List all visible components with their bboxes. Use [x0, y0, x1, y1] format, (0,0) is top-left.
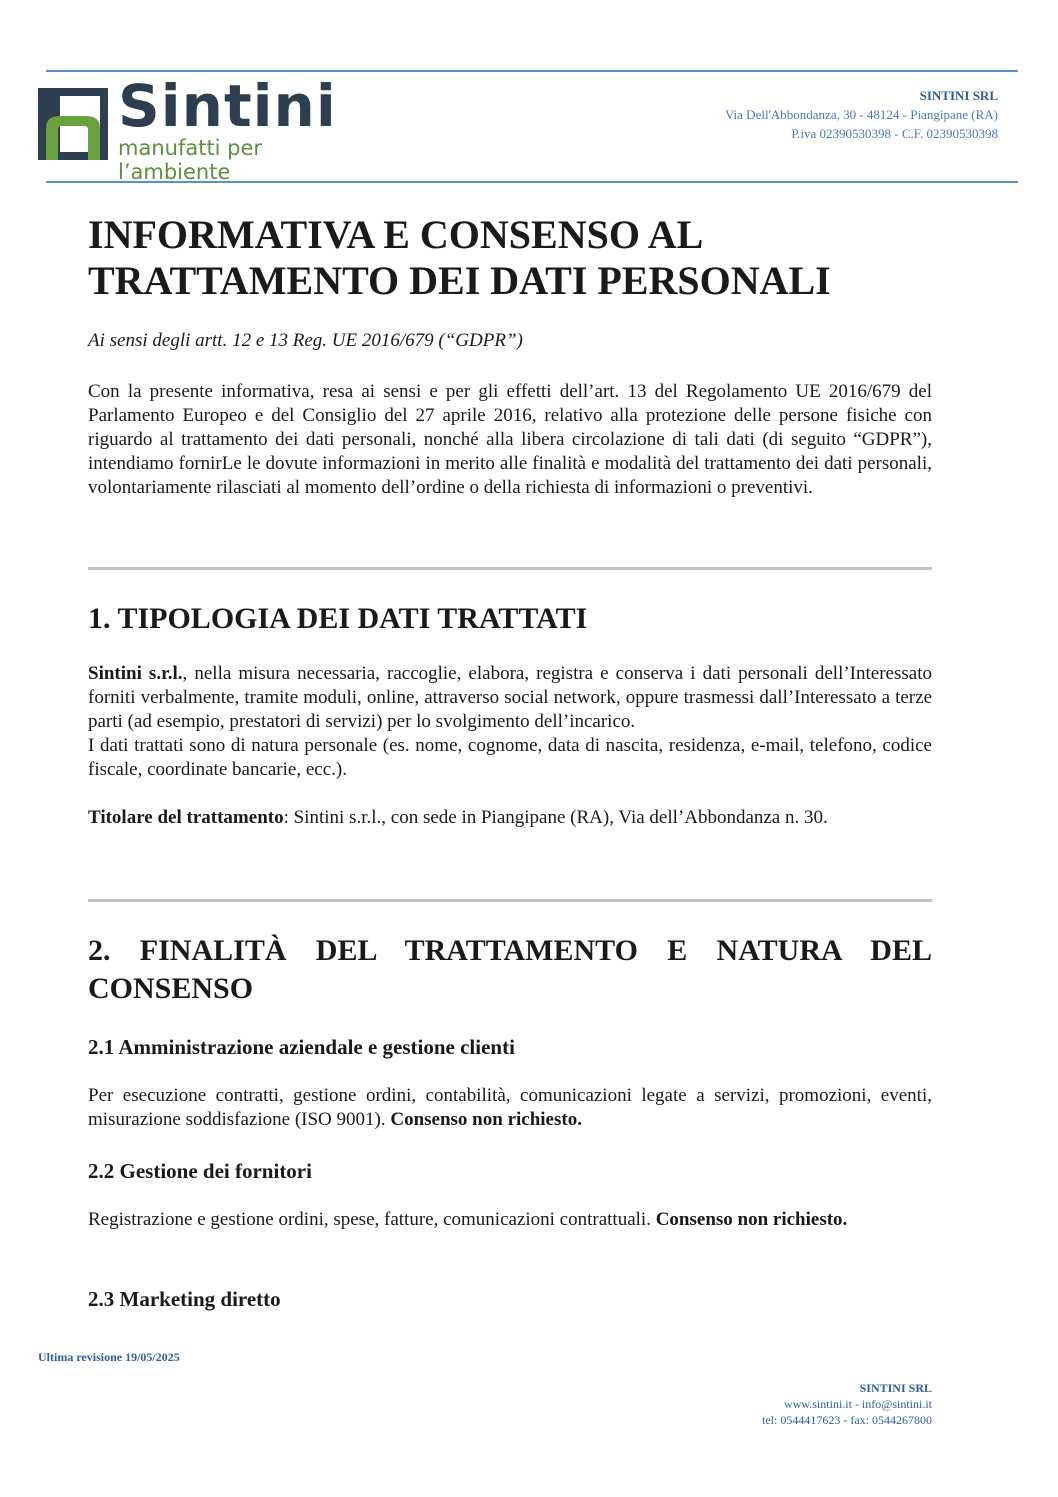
subsection-2-3 — [88, 1286, 932, 1312]
subsection-2-2-text: Registrazione e gestione ordini, spese, fatture, comunicazioni contrattuali. — [88, 1209, 656, 1230]
section-1-heading: 1. TIPOLOGIA DEI DATI TRATTATI — [88, 602, 588, 635]
consent-note: Consenso non richiesto. — [655, 1209, 848, 1230]
footer-info — [762, 1380, 932, 1428]
controller-paragraph — [88, 806, 932, 830]
company-tax-ids: P.iva 02390530398 - C.F. 02390530398 — [791, 126, 998, 141]
data-types-paragraph: I dati trattati sono di natura personale (es. nome, cognome, data di nascita, residenza, e-mail, telefono, codice fiscale, coordinate bancarie, ecc.). — [88, 735, 932, 780]
company-address: Via Dell'Abbondanza, 30 - 48124 - Piangipane (RA) — [724, 107, 998, 122]
logo-mark-icon — [38, 88, 108, 160]
intro-section — [88, 380, 932, 500]
subsection-2-1-text: Per esecuzione contratti, gestione ordini, contabilità, comunicazioni legate a servizi, promozioni, eventi, misurazione soddisfazione (ISO 9001). — [88, 1085, 932, 1130]
company-logo — [38, 72, 378, 184]
company-name: SINTINI SRL — [919, 88, 998, 103]
section-divider — [88, 567, 932, 570]
footer-contacts: www.sintini.it - info@sintini.it — [784, 1397, 932, 1411]
subsection-2-3-heading: 2.3 Marketing diretto — [88, 1287, 281, 1311]
revision-date: Ultima revisione 19/05/2025 — [38, 1350, 180, 1364]
section-1-paragraph — [88, 662, 932, 734]
section-divider — [88, 899, 932, 902]
subsection-2-1-paragraph — [88, 1084, 932, 1132]
company-short-name: Sintini s.r.l. — [88, 663, 183, 684]
section-2 — [88, 932, 932, 1008]
footer-phone: tel: 0544417623 - fax: 0544267800 — [762, 1413, 932, 1427]
section-1-paragraph-text: , nella misura necessaria, raccoglie, elabora, registra e conserva i dati personali dell’Interessato forniti verbalmente, tramite moduli, online, attraverso social network, oppure trasmessi dall’Interessato a terze parti (ad esempio, prestatori di servizi) per lo svolgimento dell’incarico. — [88, 663, 932, 732]
subsection-2-2-paragraph — [88, 1208, 932, 1232]
document-title — [88, 212, 932, 304]
subsection-2-2-heading: 2.2 Gestione dei fornitori — [88, 1159, 312, 1183]
subsection-2-1-heading: 2.1 Amministrazione aziendale e gestione clienti — [88, 1035, 515, 1059]
controller-text: : Sintini s.r.l., con sede in Piangipane (RA), Via dell’Abbondanza n. 30. — [283, 807, 828, 828]
controller-label: Titolare del trattamento — [88, 807, 284, 828]
logo-wordmark: Sintini — [118, 72, 337, 140]
footer-company-name: SINTINI SRL — [859, 1381, 932, 1395]
intro-paragraph: Con la presente informativa, resa ai sensi e per gli effetti dell’art. 13 del Regolamento UE 2016/679 del Parlamento Europeo e del Consiglio del 27 aprile 2016, relativo alla protezione delle persone fisiche con riguardo al trattamento dei dati personali, nonché alla libera circolazione di tali dati (di seguito “GDPR”), intendiamo fornirLe le dovute informazioni in merito alle finalità e modalità del trattamento dei dati personali, volontariamente rilasciati al momento dell’ordine o della richiesta di informazioni o preventivi. — [88, 381, 932, 498]
logo-tagline: manufatti per l’ambiente — [118, 136, 263, 184]
title-line-1: INFORMATIVA E CONSENSO AL — [88, 212, 704, 257]
subsection-2-1 — [88, 1034, 932, 1132]
consent-note: Consenso non richiesto. — [390, 1109, 582, 1130]
subsection-2-2 — [88, 1158, 932, 1232]
section-1 — [88, 600, 932, 830]
title-line-2: TRATTAMENTO DEI DATI PERSONALI — [88, 258, 831, 303]
company-info — [725, 86, 998, 143]
document-subtitle: Ai sensi degli artt. 12 e 13 Reg. UE 2016/679 (“GDPR”) — [88, 330, 523, 351]
section-2-heading: 2. FINALITÀ DEL TRATTAMENTO E NATURA DEL CONSENSO — [88, 934, 932, 1005]
